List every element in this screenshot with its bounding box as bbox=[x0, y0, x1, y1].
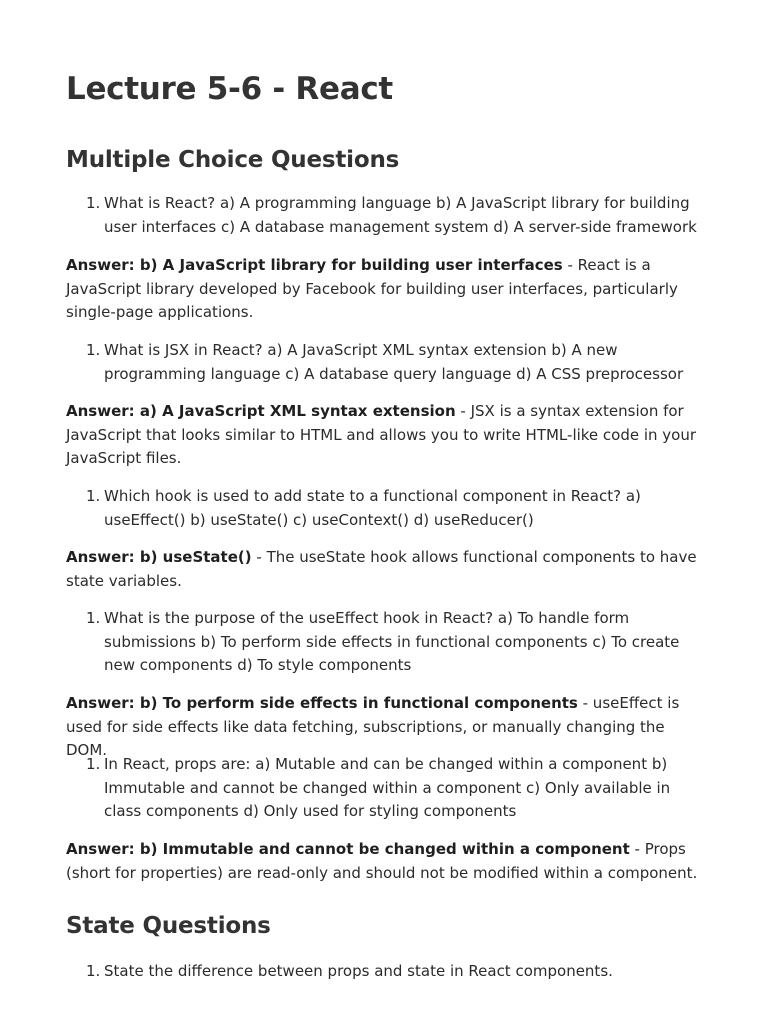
list-item bbox=[86, 960, 702, 984]
list-item-number: 1. bbox=[86, 962, 101, 980]
list-item-number: 1. bbox=[86, 487, 101, 505]
answer-explanation: - useEffect is used for side effects like data fetching, subscriptions, or manually changing the DOM. bbox=[66, 694, 680, 759]
answer-label: Answer: a) A JavaScript XML syntax extension bbox=[66, 402, 456, 420]
list-item bbox=[86, 753, 702, 824]
page-title: Lecture 5-6 - React bbox=[66, 71, 393, 107]
answer-paragraph bbox=[66, 546, 706, 593]
answer-paragraph bbox=[66, 838, 706, 885]
answer-paragraph bbox=[66, 254, 706, 325]
list-item-number: 1. bbox=[86, 341, 101, 359]
list-item-number: 1. bbox=[86, 194, 101, 212]
answer-explanation: - React is a JavaScript library developed by Facebook for building user interfaces, particularly single-page applications. bbox=[66, 256, 678, 321]
answer-label: Answer: b) useState() bbox=[66, 548, 252, 566]
section-heading-mcq: Multiple Choice Questions bbox=[66, 147, 400, 173]
list-item-number: 1. bbox=[86, 609, 101, 627]
answer-explanation: - The useState hook allows functional components to have state variables. bbox=[66, 548, 697, 590]
section-heading-state: State Questions bbox=[66, 913, 271, 939]
answer-paragraph bbox=[66, 692, 706, 763]
answer-explanation: - JSX is a syntax extension for JavaScript that looks similar to HTML and allows you to write HTML-like code in your JavaScript files. bbox=[66, 402, 697, 467]
answer-label: Answer: b) A JavaScript library for building user interfaces bbox=[66, 256, 563, 274]
answer-explanation: - Props (short for properties) are read-only and should not be modified within a component. bbox=[66, 840, 698, 882]
question-text: What is JSX in React? a) A JavaScript XML syntax extension b) A new programming language c) A database query language d) A CSS preprocessor bbox=[104, 341, 684, 383]
question-text: In React, props are: a) Mutable and can be changed within a component b) Immutable and cannot be changed within a component c) Only available in class components d) Only used for styling components bbox=[104, 755, 671, 820]
answer-label: Answer: b) Immutable and cannot be changed within a component bbox=[66, 840, 630, 858]
list-item bbox=[86, 339, 702, 386]
question-text: State the difference between props and state in React components. bbox=[104, 962, 613, 980]
question-text: What is the purpose of the useEffect hook in React? a) To handle form submissions b) To perform side effects in functional components c) To create new components d) To style components bbox=[104, 609, 680, 674]
question-text: Which hook is used to add state to a functional component in React? a) useEffect() b) useState() c) useContext() d) useReducer() bbox=[104, 487, 641, 529]
answer-label: Answer: b) To perform side effects in functional components bbox=[66, 694, 578, 712]
list-item bbox=[86, 607, 702, 678]
list-item bbox=[86, 485, 702, 532]
list-item bbox=[86, 192, 702, 239]
question-text: What is React? a) A programming language b) A JavaScript library for building user interfaces c) A database management system d) A server-side framework bbox=[104, 194, 697, 236]
list-item-number: 1. bbox=[86, 755, 101, 773]
answer-paragraph bbox=[66, 400, 706, 471]
